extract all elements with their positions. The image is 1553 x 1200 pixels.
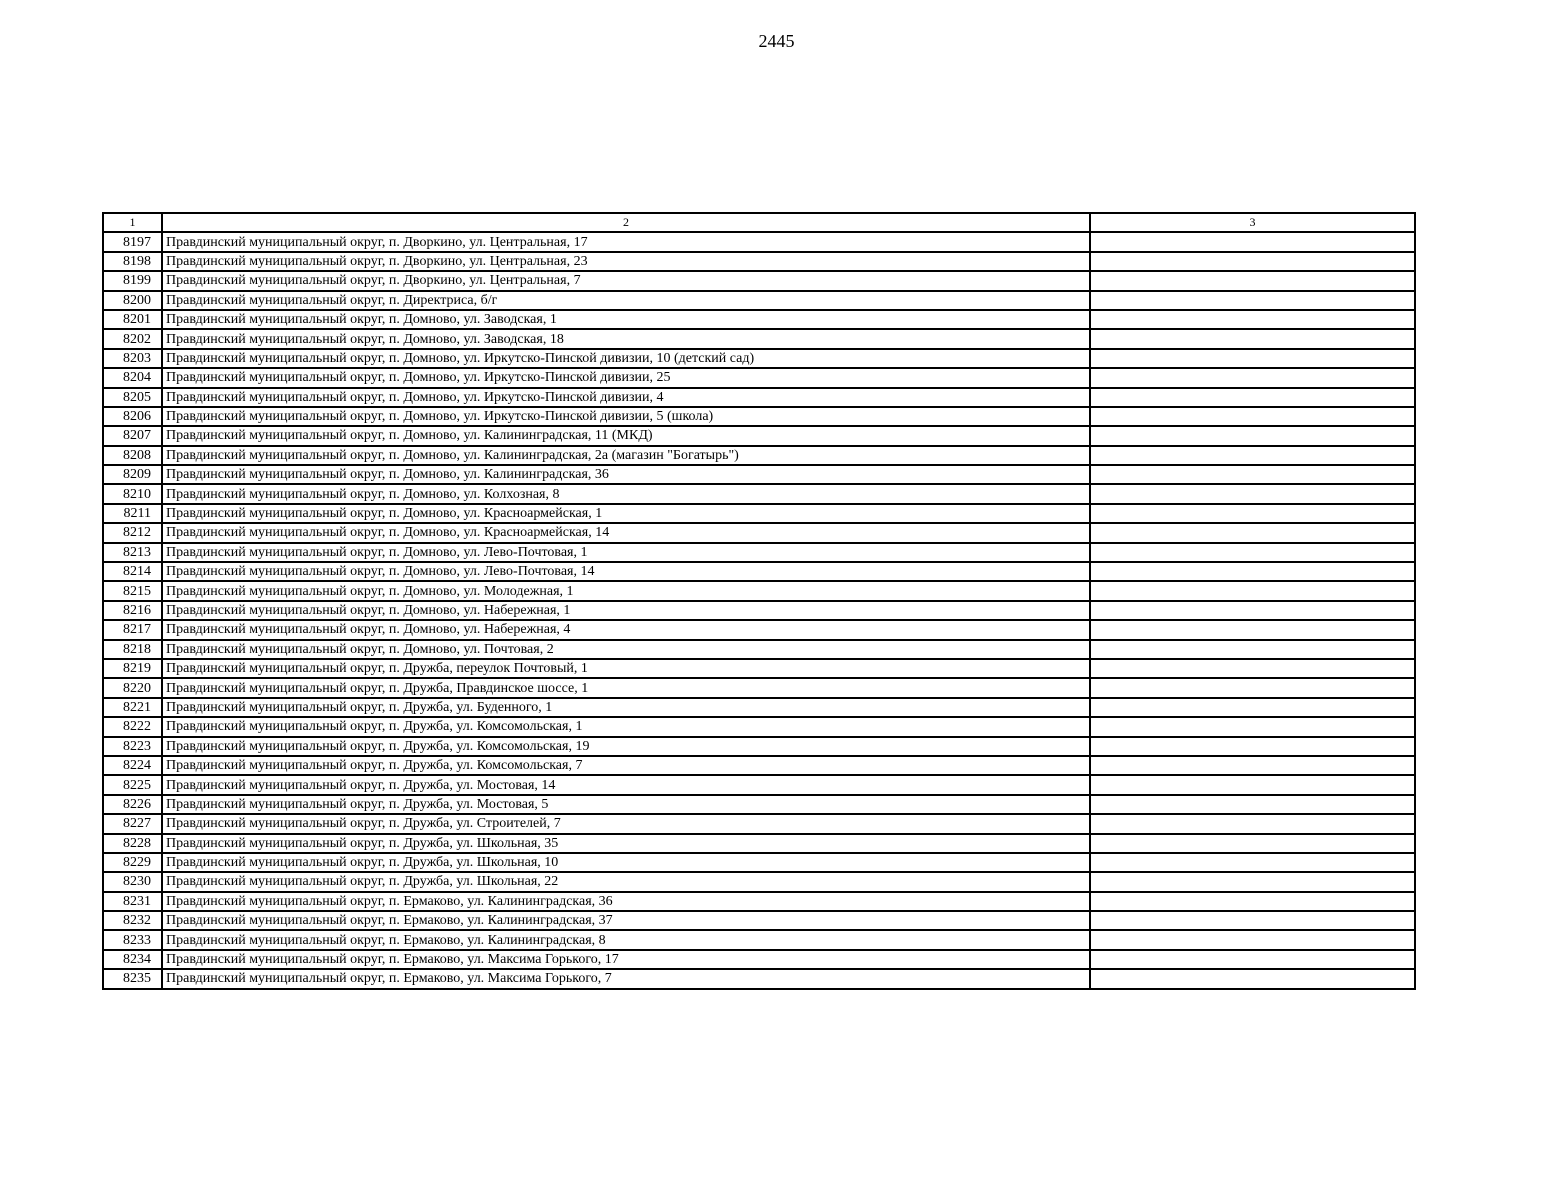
row-note	[1090, 484, 1415, 503]
row-number: 8204	[103, 368, 162, 387]
table-row	[103, 834, 1415, 853]
table-row	[103, 388, 1415, 407]
row-note	[1090, 581, 1415, 600]
table-row	[103, 329, 1415, 348]
table-row	[103, 232, 1415, 251]
row-number: 8199	[103, 271, 162, 290]
row-note	[1090, 252, 1415, 271]
table-row	[103, 523, 1415, 542]
table-row	[103, 698, 1415, 717]
table-row	[103, 969, 1415, 988]
row-number: 8223	[103, 737, 162, 756]
row-note	[1090, 795, 1415, 814]
row-note	[1090, 950, 1415, 969]
row-number: 8227	[103, 814, 162, 833]
row-address: Правдинский муниципальный округ, п. Дружба, ул. Комсомольская, 1	[162, 717, 1090, 736]
row-number: 8210	[103, 484, 162, 503]
row-number: 8226	[103, 795, 162, 814]
row-note	[1090, 969, 1415, 988]
row-number: 8235	[103, 969, 162, 988]
table-row	[103, 640, 1415, 659]
row-address: Правдинский муниципальный округ, п. Дружба, ул. Комсомольская, 19	[162, 737, 1090, 756]
row-address: Правдинский муниципальный округ, п. Директриса, б/г	[162, 291, 1090, 310]
table-row	[103, 446, 1415, 465]
row-number: 8225	[103, 775, 162, 794]
row-address: Правдинский муниципальный округ, п. Домново, ул. Иркутско-Пинской дивизии, 5 (школа)	[162, 407, 1090, 426]
row-note	[1090, 698, 1415, 717]
page-number: 2445	[758, 31, 795, 51]
row-number: 8218	[103, 640, 162, 659]
table-row	[103, 368, 1415, 387]
row-address: Правдинский муниципальный округ, п. Домново, ул. Иркутско-Пинской дивизии, 25	[162, 368, 1090, 387]
table-row	[103, 659, 1415, 678]
row-note	[1090, 271, 1415, 290]
row-note	[1090, 775, 1415, 794]
row-note	[1090, 329, 1415, 348]
row-number: 8213	[103, 543, 162, 562]
row-address: Правдинский муниципальный округ, п. Домново, ул. Калининградская, 36	[162, 465, 1090, 484]
row-address: Правдинский муниципальный округ, п. Дружба, ул. Строителей, 7	[162, 814, 1090, 833]
row-note	[1090, 659, 1415, 678]
row-number: 8233	[103, 930, 162, 949]
table-row	[103, 310, 1415, 329]
row-note	[1090, 543, 1415, 562]
row-number: 8200	[103, 291, 162, 310]
table-row	[103, 252, 1415, 271]
row-note	[1090, 562, 1415, 581]
row-note	[1090, 737, 1415, 756]
table-row	[103, 407, 1415, 426]
row-address: Правдинский муниципальный округ, п. Дружба, ул. Комсомольская, 7	[162, 756, 1090, 775]
table-row	[103, 930, 1415, 949]
table-row	[103, 620, 1415, 639]
table-row	[103, 484, 1415, 503]
row-address: Правдинский муниципальный округ, п. Ермаково, ул. Максима Горького, 17	[162, 950, 1090, 969]
table-row	[103, 543, 1415, 562]
row-address: Правдинский муниципальный округ, п. Домново, ул. Красноармейская, 1	[162, 504, 1090, 523]
table-row	[103, 775, 1415, 794]
table-row	[103, 717, 1415, 736]
row-number: 8201	[103, 310, 162, 329]
row-number: 8211	[103, 504, 162, 523]
table-row	[103, 737, 1415, 756]
row-address: Правдинский муниципальный округ, п. Дружба, ул. Школьная, 35	[162, 834, 1090, 853]
table-row	[103, 562, 1415, 581]
column-header-2: 2	[162, 213, 1090, 232]
row-address: Правдинский муниципальный округ, п. Домново, ул. Набережная, 4	[162, 620, 1090, 639]
table-header-row	[103, 213, 1415, 232]
table-row	[103, 678, 1415, 697]
row-address: Правдинский муниципальный округ, п. Домново, ул. Красноармейская, 14	[162, 523, 1090, 542]
row-address: Правдинский муниципальный округ, п. Дружба, переулок Почтовый, 1	[162, 659, 1090, 678]
row-note	[1090, 930, 1415, 949]
table-row	[103, 581, 1415, 600]
table-row	[103, 465, 1415, 484]
row-address: Правдинский муниципальный округ, п. Домново, ул. Калининградская, 11 (МКД)	[162, 426, 1090, 445]
row-address: Правдинский муниципальный округ, п. Дворкино, ул. Центральная, 17	[162, 232, 1090, 251]
column-header-3: 3	[1090, 213, 1415, 232]
row-number: 8232	[103, 911, 162, 930]
row-address: Правдинский муниципальный округ, п. Дворкино, ул. Центральная, 7	[162, 271, 1090, 290]
row-number: 8205	[103, 388, 162, 407]
row-note	[1090, 349, 1415, 368]
table-row	[103, 911, 1415, 930]
row-number: 8215	[103, 581, 162, 600]
row-number: 8208	[103, 446, 162, 465]
row-number: 8221	[103, 698, 162, 717]
row-number: 8230	[103, 872, 162, 891]
table-row	[103, 271, 1415, 290]
row-number: 8209	[103, 465, 162, 484]
row-note	[1090, 853, 1415, 872]
row-number: 8224	[103, 756, 162, 775]
table-row	[103, 872, 1415, 891]
row-address: Правдинский муниципальный округ, п. Дружба, ул. Школьная, 22	[162, 872, 1090, 891]
row-number: 8197	[103, 232, 162, 251]
row-note	[1090, 388, 1415, 407]
row-number: 8219	[103, 659, 162, 678]
row-address: Правдинский муниципальный округ, п. Ермаково, ул. Калининградская, 8	[162, 930, 1090, 949]
row-note	[1090, 368, 1415, 387]
row-address: Правдинский муниципальный округ, п. Домново, ул. Заводская, 1	[162, 310, 1090, 329]
row-address: Правдинский муниципальный округ, п. Домново, ул. Лево-Почтовая, 1	[162, 543, 1090, 562]
row-note	[1090, 310, 1415, 329]
row-number: 8212	[103, 523, 162, 542]
table-row	[103, 950, 1415, 969]
row-note	[1090, 640, 1415, 659]
row-address: Правдинский муниципальный округ, п. Домново, ул. Молодежная, 1	[162, 581, 1090, 600]
row-note	[1090, 872, 1415, 891]
row-number: 8216	[103, 601, 162, 620]
table-row	[103, 756, 1415, 775]
row-note	[1090, 678, 1415, 697]
row-note	[1090, 291, 1415, 310]
table-row	[103, 601, 1415, 620]
row-number: 8217	[103, 620, 162, 639]
row-number: 8214	[103, 562, 162, 581]
row-address: Правдинский муниципальный округ, п. Ермаково, ул. Максима Горького, 7	[162, 969, 1090, 988]
row-address: Правдинский муниципальный округ, п. Дружба, Правдинское шоссе, 1	[162, 678, 1090, 697]
row-number: 8234	[103, 950, 162, 969]
row-address: Правдинский муниципальный округ, п. Дворкино, ул. Центральная, 23	[162, 252, 1090, 271]
row-address: Правдинский муниципальный округ, п. Домново, ул. Почтовая, 2	[162, 640, 1090, 659]
row-number: 8198	[103, 252, 162, 271]
row-note	[1090, 446, 1415, 465]
row-address: Правдинский муниципальный округ, п. Домново, ул. Лево-Почтовая, 14	[162, 562, 1090, 581]
table-row	[103, 853, 1415, 872]
row-address: Правдинский муниципальный округ, п. Дружба, ул. Мостовая, 14	[162, 775, 1090, 794]
row-number: 8206	[103, 407, 162, 426]
table-body	[103, 232, 1415, 988]
row-note	[1090, 756, 1415, 775]
row-number: 8203	[103, 349, 162, 368]
row-note	[1090, 523, 1415, 542]
row-address: Правдинский муниципальный округ, п. Домново, ул. Заводская, 18	[162, 329, 1090, 348]
row-note	[1090, 601, 1415, 620]
row-address: Правдинский муниципальный округ, п. Дружба, ул. Буденного, 1	[162, 698, 1090, 717]
table-row	[103, 892, 1415, 911]
row-address: Правдинский муниципальный округ, п. Домново, ул. Иркутско-Пинской дивизии, 10 (детский сад)	[162, 349, 1090, 368]
row-note	[1090, 407, 1415, 426]
row-address: Правдинский муниципальный округ, п. Ермаково, ул. Калининградская, 36	[162, 892, 1090, 911]
row-number: 8229	[103, 853, 162, 872]
row-number: 8202	[103, 329, 162, 348]
row-note	[1090, 814, 1415, 833]
column-header-1: 1	[103, 213, 162, 232]
address-table	[102, 212, 1416, 990]
row-number: 8222	[103, 717, 162, 736]
row-address: Правдинский муниципальный округ, п. Домново, ул. Колхозная, 8	[162, 484, 1090, 503]
row-number: 8207	[103, 426, 162, 445]
row-address: Правдинский муниципальный округ, п. Ермаково, ул. Калининградская, 37	[162, 911, 1090, 930]
row-note	[1090, 232, 1415, 251]
table-row	[103, 814, 1415, 833]
row-number: 8231	[103, 892, 162, 911]
row-address: Правдинский муниципальный округ, п. Домново, ул. Калининградская, 2а (магазин "Богатырь")	[162, 446, 1090, 465]
row-note	[1090, 834, 1415, 853]
row-number: 8220	[103, 678, 162, 697]
row-note	[1090, 465, 1415, 484]
row-address: Правдинский муниципальный округ, п. Дружба, ул. Школьная, 10	[162, 853, 1090, 872]
table-row	[103, 349, 1415, 368]
row-address: Правдинский муниципальный округ, п. Домново, ул. Иркутско-Пинской дивизии, 4	[162, 388, 1090, 407]
row-note	[1090, 504, 1415, 523]
table-row	[103, 291, 1415, 310]
row-number: 8228	[103, 834, 162, 853]
row-note	[1090, 426, 1415, 445]
row-note	[1090, 717, 1415, 736]
table-row	[103, 426, 1415, 445]
row-address: Правдинский муниципальный округ, п. Домново, ул. Набережная, 1	[162, 601, 1090, 620]
row-note	[1090, 892, 1415, 911]
table-row	[103, 795, 1415, 814]
row-note	[1090, 911, 1415, 930]
table-row	[103, 504, 1415, 523]
row-note	[1090, 620, 1415, 639]
row-address: Правдинский муниципальный округ, п. Дружба, ул. Мостовая, 5	[162, 795, 1090, 814]
